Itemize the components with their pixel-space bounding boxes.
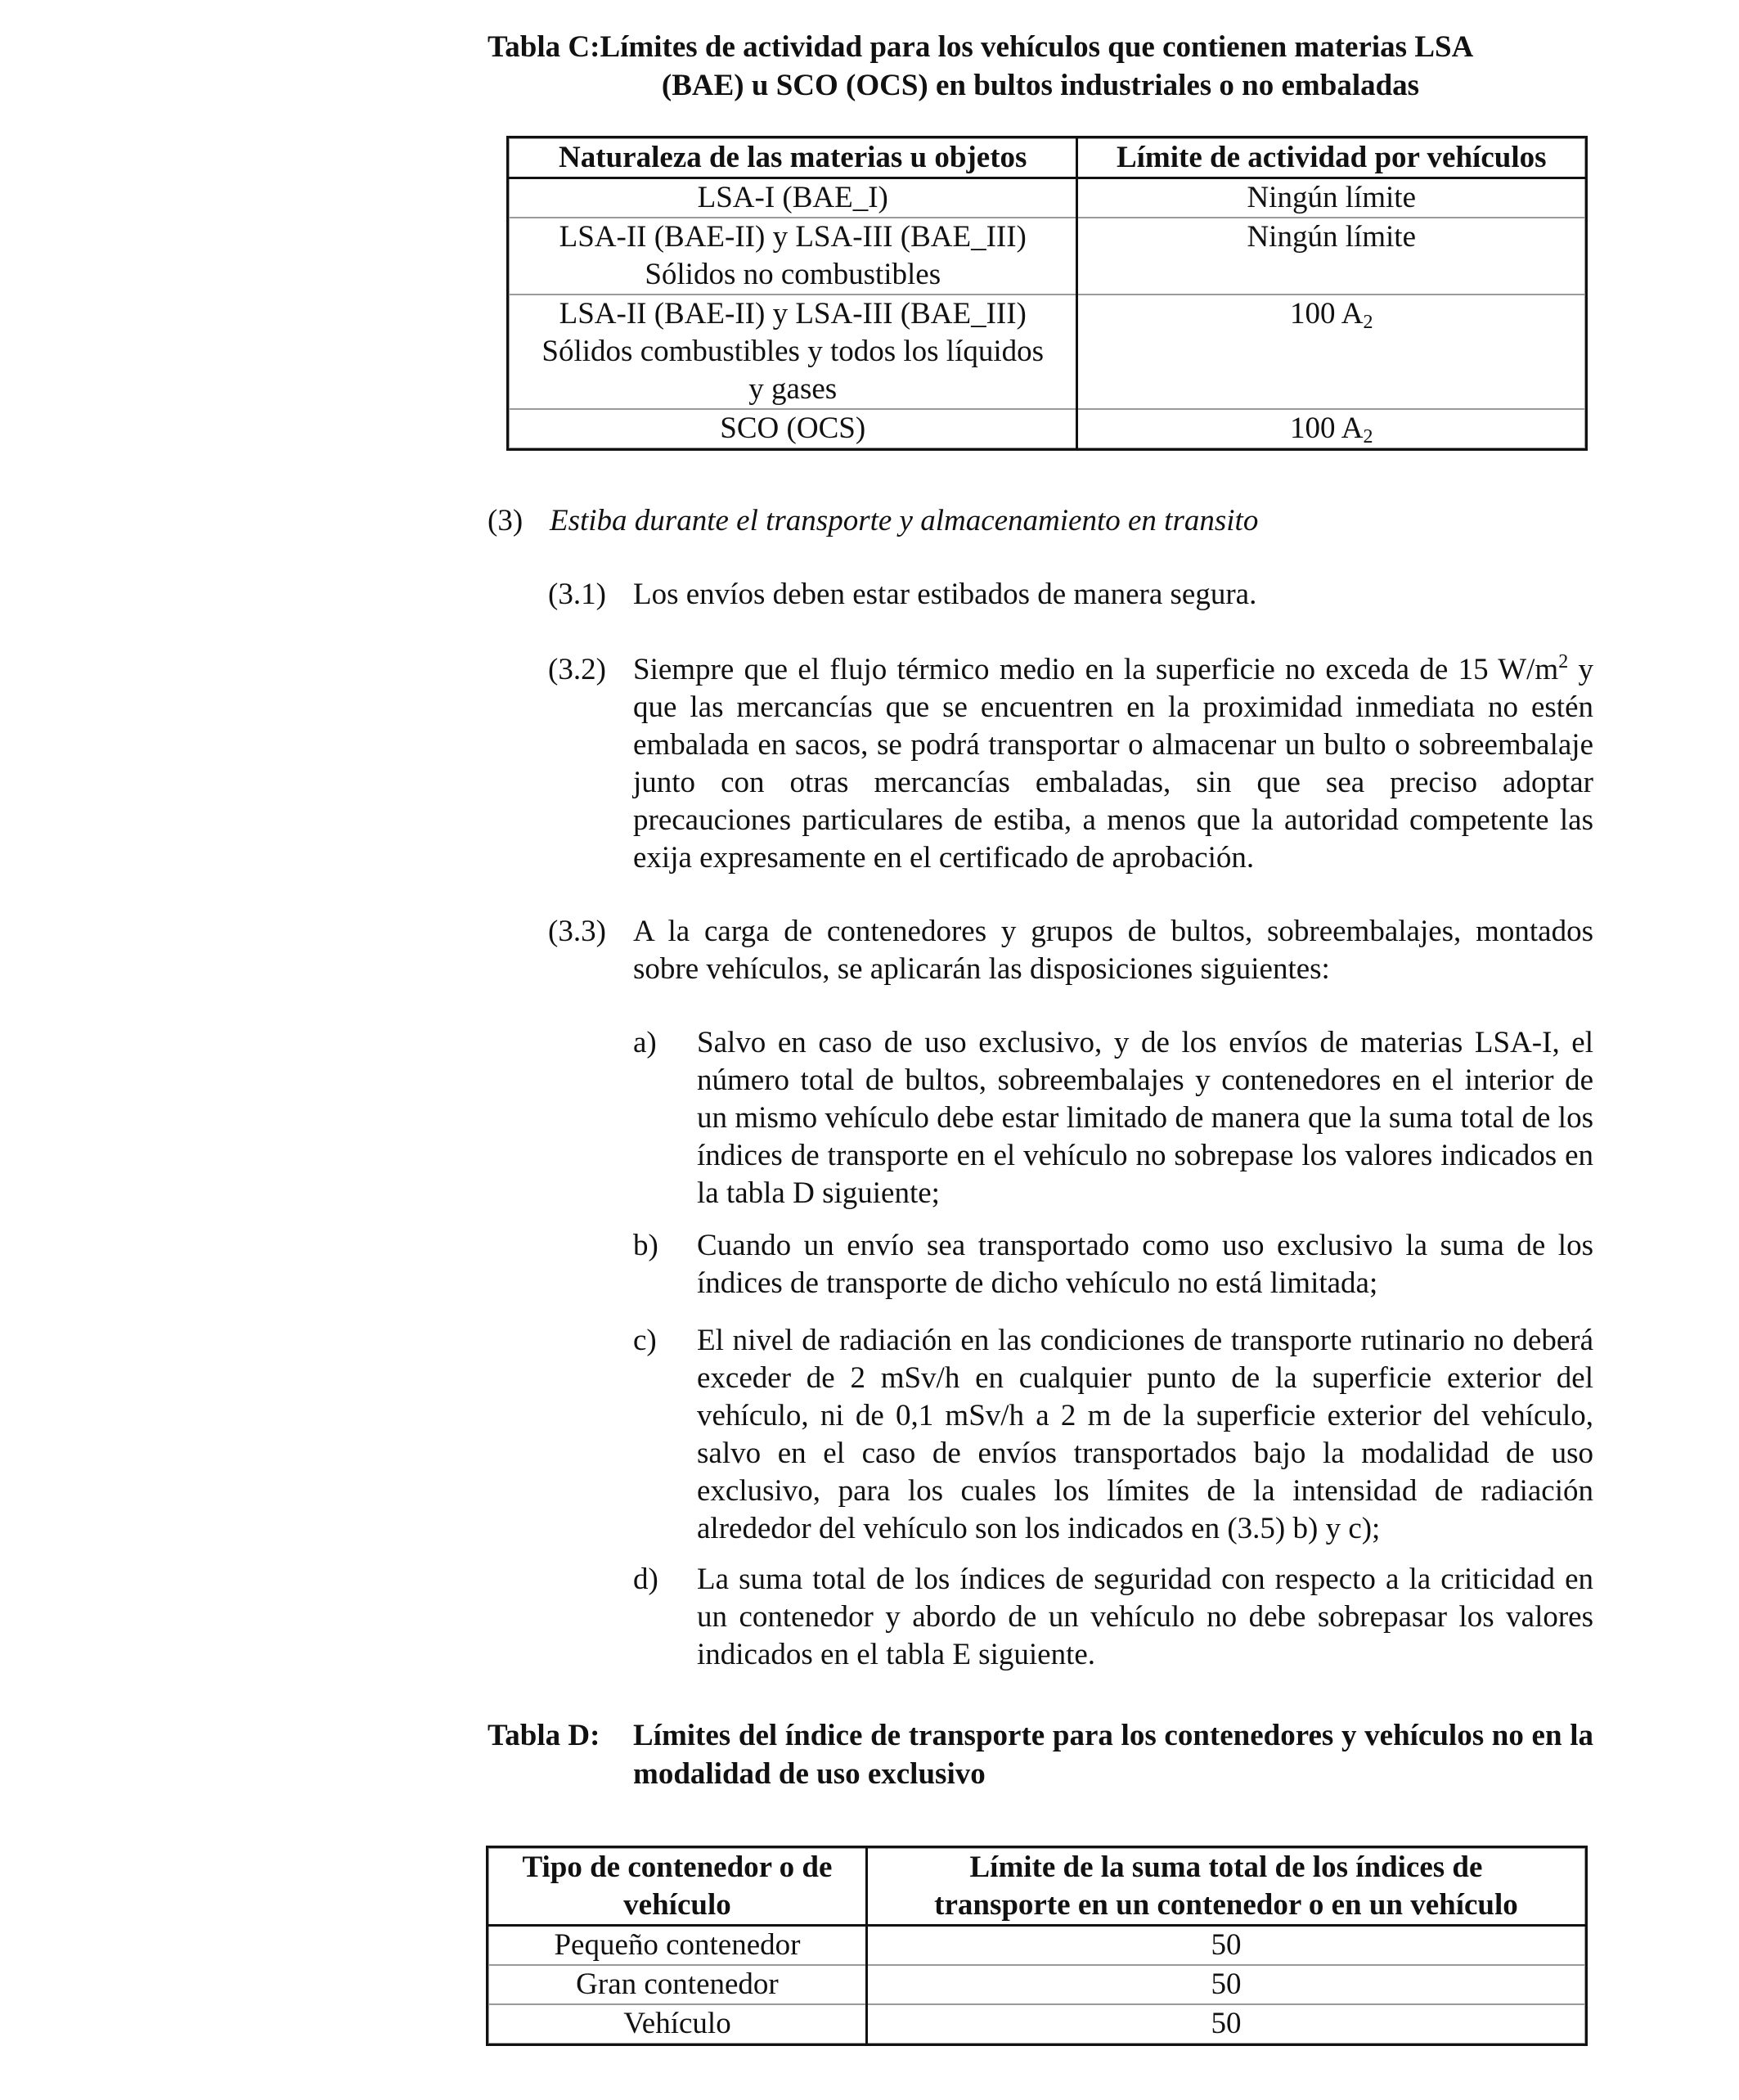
tabla-c-cell-materia — [509, 178, 1077, 218]
header-line: Límite de la suma total de los índices de — [969, 1850, 1483, 1884]
tabla-c-cell-limite — [1077, 218, 1585, 295]
tabla-d-label: Tabla D: — [488, 1719, 600, 1752]
tabla-c-title — [488, 28, 1593, 105]
cell-line: LSA-I (BAE_I) — [697, 181, 888, 214]
tabla-d-cell-tipo: Gran contenedor — [488, 1965, 866, 2004]
section-3-title: Estiba durante el transporte y almacenamiento en transito — [550, 504, 1259, 537]
list-item — [633, 1561, 1593, 1674]
paragraph-3-2-text-a: Siempre que el flujo térmico medio en la superficie no exceda de 15 W/m — [633, 653, 1559, 686]
tabla-d-title: Límites del índice de transporte para los contenedores y vehículos no en la modalidad de uso exclusivo — [633, 1719, 1593, 1791]
paragraph-3-2-text-b: y que las mercancías que se encuentren en la proximidad inmediata no estén embalada en sacos, se podrá transportar o almacenar un bulto o sobreembalaje junto con otras mercancías embaladas, sin que sea preciso adoptar precauciones particulares de estiba, a menos que la autoridad competente las exija expresamente en el certificado de aprobación. — [633, 653, 1594, 875]
cell-line: LSA-II (BAE-II) y LSA-III (BAE_III) — [559, 297, 1027, 331]
paragraph-3-3 — [548, 913, 1593, 988]
table-row — [488, 1965, 1585, 2004]
tabla-c-label: Tabla C: — [488, 30, 600, 64]
tabla-c-cell-materia — [509, 409, 1077, 448]
list-item-letter: a) — [633, 1026, 657, 1059]
section-3-heading — [488, 502, 1593, 540]
tabla-d-caption — [488, 1716, 1593, 1793]
tabla-d-header-tipo — [488, 1848, 866, 1926]
cell-line: Sólidos combustibles y todos los líquidos — [541, 335, 1045, 368]
tabla-c-caption — [488, 28, 1593, 105]
paragraph-3-1-text: Los envíos deben estar estibados de manera segura. — [633, 578, 1257, 611]
tabla-c-title-line2: (BAE) u SCO (OCS) en bultos industriales o no embaladas — [661, 69, 1420, 102]
tabla-c-cell-limite — [1077, 409, 1585, 448]
tabla-d-header-limite — [866, 1848, 1585, 1926]
tabla-d-header-row — [488, 1848, 1585, 1926]
tabla-c — [508, 137, 1586, 449]
cell-line: y gases — [748, 372, 838, 406]
tabla-c-cell-materia — [509, 218, 1077, 295]
tabla-c-header-limite: Límite de actividad por vehículos — [1077, 138, 1585, 178]
tabla-c-header-row — [509, 138, 1585, 178]
table-row — [509, 218, 1585, 295]
cell-line: LSA-II (BAE-II) y LSA-III (BAE_III) — [559, 220, 1027, 254]
tabla-d-cell-limite: 50 — [866, 2004, 1585, 2044]
table-row — [509, 295, 1585, 409]
cell-line: Sólidos no combustibles — [645, 258, 941, 291]
list-item — [633, 1227, 1593, 1302]
list-item-text: La suma total de los índices de seguridad con respecto a la criticidad en un contenedor y abordo de un vehículo no debe sobrepasar los valores indicados en el tabla E siguiente. — [697, 1563, 1593, 1671]
list-item — [633, 1024, 1593, 1212]
header-line: Tipo de contenedor o de — [522, 1850, 833, 1884]
tabla-c-title-line1: Límites de actividad para los vehículos que contienen materias LSA — [600, 30, 1474, 64]
tabla-d-cell-limite: 50 — [866, 1965, 1585, 2004]
tabla-d-cell-limite: 50 — [866, 1926, 1585, 1966]
tabla-c-header-materia: Naturaleza de las materias u objetos — [509, 138, 1077, 178]
list-item-letter: c) — [633, 1324, 657, 1357]
list-item — [633, 1322, 1593, 1548]
superscript: 2 — [1558, 651, 1569, 672]
cell-subscript: 2 — [1363, 312, 1373, 333]
tabla-d — [488, 1847, 1586, 2044]
tabla-d-cell-tipo: Vehículo — [488, 2004, 866, 2044]
table-row — [509, 178, 1585, 218]
paragraph-3-1-number: (3.1) — [548, 578, 606, 611]
list-item-text: El nivel de radiación en las condiciones de transporte rutinario no deberá exceder de 2 mSv/h en cualquier punto de la superficie exterior del vehículo, ni de 0,1 mSv/h a 2 m de la superficie exterior del vehículo, salvo en el caso de envíos transportados bajo la modalidad de uso exclusivo, para los cuales los límites de la intensidad de radiación alrededor del vehículo son los indicados en (3.5) b) y c); — [697, 1324, 1593, 1545]
cell-value: Ningún límite — [1247, 181, 1417, 214]
list-item-letter: b) — [633, 1229, 658, 1262]
paragraph-3-3-text: A la carga de contenedores y grupos de bultos, sobreembalajes, montados sobre vehículos, se aplicarán las disposiciones siguientes: — [633, 915, 1593, 986]
table-row — [488, 1926, 1585, 1966]
tabla-c-cell-limite — [1077, 295, 1585, 409]
cell-subscript: 2 — [1363, 426, 1373, 447]
cell-value: 100 A — [1290, 411, 1364, 445]
list-item-text: Salvo en caso de uso exclusivo, y de los envíos de materias LSA-I, el número total de bultos, sobreembalajes y contenedores en el interior de un mismo vehículo debe estar limitado de manera que la suma total de los índices de transporte en el vehículo no sobrepase los valores indicados en la tabla D siguiente; — [697, 1026, 1593, 1210]
paragraph-3-2-number: (3.2) — [548, 653, 606, 686]
paragraph-3-1 — [548, 576, 1593, 614]
cell-value: 100 A — [1290, 297, 1364, 331]
table-row — [509, 409, 1585, 448]
list-item-text: Cuando un envío sea transportado como uso exclusivo la suma de los índices de transporte de dicho vehículo no está limitada; — [697, 1229, 1593, 1300]
paragraph-3-2-text — [633, 651, 1593, 877]
section-3-number: (3) — [488, 504, 523, 537]
header-line: vehículo — [623, 1888, 731, 1922]
tabla-d-cell-tipo: Pequeño contenedor — [488, 1926, 866, 1966]
header-line: transporte en un contenedor o en un vehículo — [934, 1888, 1518, 1922]
table-row — [488, 2004, 1585, 2044]
cell-line: SCO (OCS) — [720, 411, 866, 445]
paragraph-3-2 — [548, 651, 1593, 877]
list-item-letter: d) — [633, 1563, 658, 1596]
paragraph-3-3-number: (3.3) — [548, 915, 606, 948]
cell-value: Ningún límite — [1247, 220, 1417, 254]
tabla-c-cell-limite — [1077, 178, 1585, 218]
tabla-c-cell-materia — [509, 295, 1077, 409]
